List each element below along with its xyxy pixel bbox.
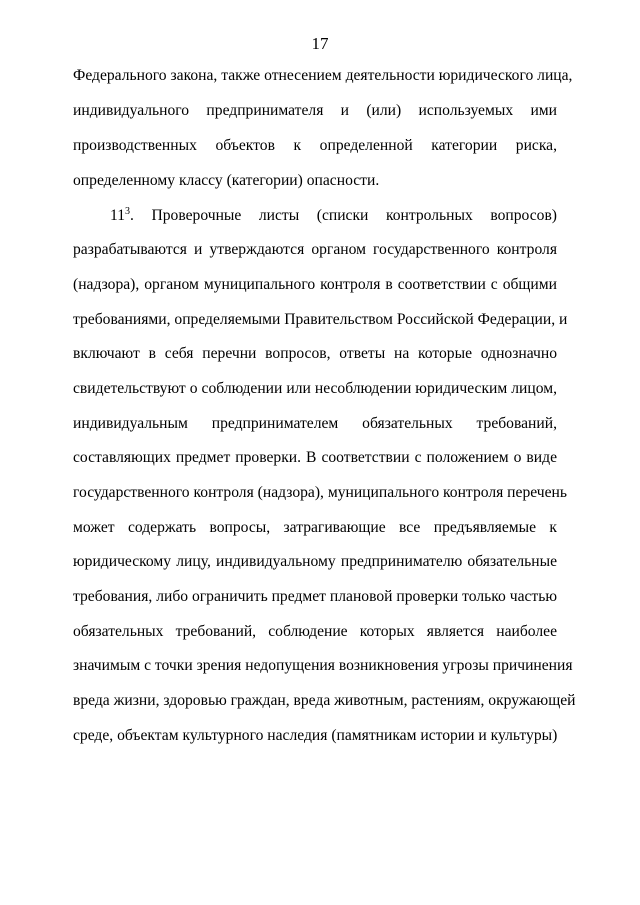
page-number: 17: [311, 34, 329, 53]
text-line: обязательных требований, соблюдение которых является наиболее: [73, 623, 557, 640]
text-line: производственных объектов к определенной категории риска,: [73, 137, 557, 154]
text-line: индивидуальным предпринимателем обязательных требований,: [73, 415, 557, 432]
text-line: включают в себя перечни вопросов, ответы на которые однозначно: [73, 345, 557, 362]
text-line: юридическому лицу, индивидуальному предпринимателю обязательные: [73, 553, 557, 570]
text-line: разрабатываются и утверждаются органом государственного контроля: [73, 241, 557, 258]
text-line: составляющих предмет проверки. В соответствии с положением о виде: [73, 449, 557, 466]
text-line: среде, объектам культурного наследия (памятникам истории и культуры): [73, 727, 558, 744]
text-line: требования, либо ограничить предмет плановой проверки только частью: [73, 588, 557, 605]
text-line: государственного контроля (надзора), муниципального контроля перечень: [73, 484, 567, 501]
text-line: требованиями, определяемыми Правительством Российской Федерации, и: [73, 311, 568, 328]
text-line: свидетельствуют о соблюдении или несоблюдении юридическим лицом,: [73, 380, 557, 397]
text-line: индивидуального предпринимателя и (или) используемых ими: [73, 102, 557, 119]
paragraph-number: $11^3$.: [110, 206, 134, 224]
paragraph-first-line-text: Проверочные листы (списки контрольных вопросов): [151, 207, 557, 224]
text-line: определенному классу (категории) опасности.: [73, 172, 380, 189]
text-line: значимым с точки зрения недопущения возникновения угрозы причинения: [73, 657, 573, 674]
text-line: (надзора), органом муниципального контроля в соответствии с общими: [73, 276, 557, 293]
paragraph-number-superscript: 3: [125, 206, 131, 217]
text-line: может содержать вопросы, затрагивающие все предъявляемые к: [73, 519, 557, 536]
paragraph-first-line: [110, 207, 557, 225]
text-line: Федерального закона, также отнесением деятельности юридического лица,: [73, 67, 573, 84]
text-line: вреда жизни, здоровью граждан, вреда животным, растениям, окружающей: [73, 692, 576, 709]
